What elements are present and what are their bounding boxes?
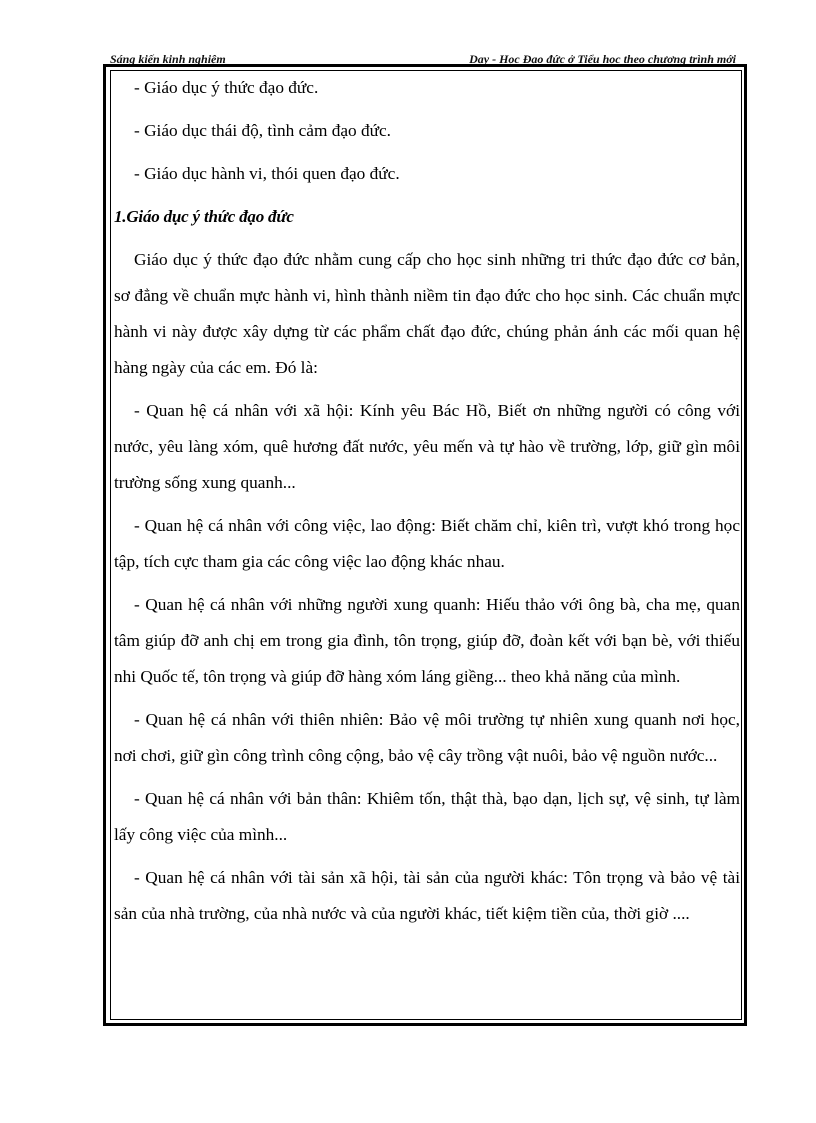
- relation-paragraph: - Quan hệ cá nhân với tài sản xã hội, tài sản của người khác: Tôn trọng và bảo vệ tài sản của nhà trường, của nhà nước và của người khác, tiết kiệm tiền của, thời giờ ....: [114, 868, 740, 923]
- intro-item: - Giáo dục ý thức đạo đức.: [134, 78, 319, 97]
- header-left-title: Sáng kiến kinh nghiệm: [110, 52, 226, 66]
- header-right-title: Dạy - Học Đạo đức ở Tiểu học theo chương trình mới: [469, 52, 736, 66]
- section-heading: 1.Giáo dục ý thức đạo đức: [114, 207, 294, 226]
- relation-paragraph: - Quan hệ cá nhân với bản thân: Khiêm tốn, thật thà, bạo dạn, lịch sự, vệ sinh, tự làm lấy công việc của mình...: [114, 789, 740, 844]
- intro-item: - Giáo dục hành vi, thói quen đạo đức.: [134, 164, 400, 183]
- intro-item: - Giáo dục thái độ, tình cảm đạo đức.: [134, 121, 391, 140]
- relation-paragraph: - Quan hệ cá nhân với thiên nhiên: Bảo vệ môi trường tự nhiên xung quanh nơi học, nơi chơi, giữ gìn công trình công cộng, bảo vệ cây trồng vật nuôi, bảo vệ nguồn nước...: [114, 710, 740, 765]
- relation-paragraph: - Quan hệ cá nhân với xã hội: Kính yêu Bác Hồ, Biết ơn những người có công với nước, yêu làng xóm, quê hương đất nước, yêu mến và tự hào về trường, lớp, giữ gìn môi trường sống xung quanh...: [114, 401, 740, 492]
- document-body: [114, 70, 740, 939]
- relation-paragraph: - Quan hệ cá nhân với những người xung quanh: Hiếu thảo với ông bà, cha mẹ, quan tâm giúp đỡ anh chị em trong gia đình, tôn trọng, giúp đỡ, đoàn kết với bạn bè, với thiếu nhi Quốc tế, tôn trọng và giúp đỡ hàng xóm láng giềng... theo khả năng của mình.: [114, 595, 740, 686]
- relation-paragraph: - Quan hệ cá nhân với công việc, lao động: Biết chăm chỉ, kiên trì, vượt khó trong học tập, tích cực tham gia các công việc lao động khác nhau.: [114, 516, 740, 571]
- section-intro-paragraph: Giáo dục ý thức đạo đức nhằm cung cấp cho học sinh những tri thức đạo đức cơ bản, sơ đẳng về chuẩn mực hành vi, hình thành niềm tin đạo đức cho học sinh. Các chuẩn mực hành vi này được xây dựng từ các phẩm chất đạo đức, chúng phản ánh các mối quan hệ hàng ngày của các em. Đó là:: [114, 250, 740, 377]
